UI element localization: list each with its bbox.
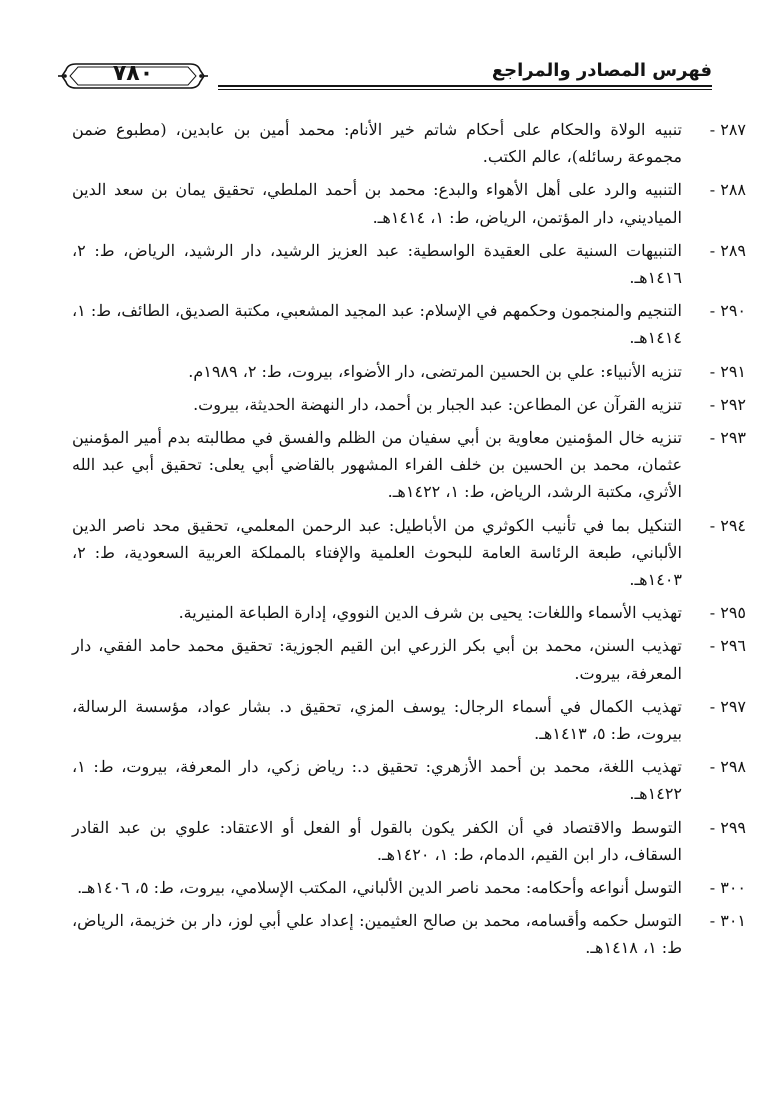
- entry-text: تهذيب الكمال في أسماء الرجال: يوسف المزي، تحقيق د. بشار عواد، مؤسسة الرسالة، بيروت، ط: ٥، ١٤١٣هـ.: [72, 696, 682, 744]
- bibliography-entry: [72, 874, 746, 901]
- bibliography-entry: [72, 176, 746, 230]
- entry-text: تهذيب السنن، محمد بن أبي بكر الزرعي ابن القيم الجوزية: تحقيق محمد حامد الفقي، دار المعرفة، بيروت.: [72, 636, 682, 683]
- entry-text: التنبيه والرد على أهل الأهواء والبدع: محمد بن أحمد الملطي، تحقيق يمان بن سعد الدين الميادیني، دار المؤتمن، الرياض، ط: ١، ١٤١٤هـ.: [72, 180, 682, 227]
- page-number: ٧٨٠: [112, 61, 154, 86]
- bibliography-entry: [72, 907, 746, 961]
- bibliography-entry: [72, 599, 746, 626]
- entry-text: تنبيه الولاة والحكام على أحكام شاتم خير الأنام: محمد أمين بن عابدين، (مطبوع ضمن مجموعة رسائله)، عالم الكتب.: [72, 120, 682, 167]
- entry-number: ٣٠٠ -: [709, 878, 746, 898]
- entry-number: ٢٩٧ -: [709, 696, 746, 716]
- entry-number: ٢٨٩ -: [709, 240, 746, 260]
- bibliography-entry: [72, 512, 746, 594]
- bibliography-entry: [72, 632, 746, 686]
- page-number-frame: [58, 58, 208, 94]
- bibliography-entry: [72, 237, 746, 291]
- header-rule: [218, 85, 712, 87]
- entry-number: ٢٩١ -: [709, 361, 746, 381]
- entry-number: ٢٨٧ -: [709, 120, 746, 139]
- entry-text: تنزيه الأنبياء: علي بن الحسين المرتضى، دار الأضواء، بيروت، ط: ٢، ١٩٨٩م.: [188, 361, 682, 381]
- entry-number: ٢٩٤ -: [709, 515, 746, 535]
- entry-text: التوسل حكمه وأقسامه، محمد بن صالح العثيمين: إعداد علي أبي لوز، دار بن خزيمة، الرياض، ط: ١، ١٤١٨هـ.: [72, 911, 682, 958]
- entry-number: ٢٩٨ -: [709, 757, 746, 777]
- entry-text: التنبيهات السنية على العقيدة الواسطية: عبد العزيز الرشيد، دار الرشيد، الرياض، ط: ٢، ١٤١٦هـ.: [72, 240, 682, 288]
- entry-number: ٢٨٨ -: [709, 180, 746, 200]
- bibliography-entry: [72, 693, 746, 747]
- bibliography-entry: [72, 297, 746, 351]
- bibliography-entry: [72, 116, 746, 170]
- entry-number: ٢٩٩ -: [709, 817, 746, 837]
- entry-number: ٣٠١ -: [709, 911, 746, 931]
- page-header: [58, 58, 712, 98]
- entry-text: التوسل أنواعه وأحكامه: محمد ناصر الدين الألباني، المكتب الإسلامي، بيروت، ط: ٥، ١٤٠٦هـ.: [77, 878, 682, 898]
- bibliography-list: [72, 116, 746, 968]
- bibliography-entry: [72, 424, 746, 506]
- entry-number: ٢٩٦ -: [709, 636, 746, 656]
- entry-text: تهذيب اللغة، محمد بن أحمد الأزهري: تحقيق د.: رياض زكي، دار المعرفة، بيروت، ط: ١، ١٤٢٢هـ.: [72, 757, 682, 804]
- entry-number: ٢٩٥ -: [709, 603, 746, 623]
- entry-text: التنجيم والمنجمون وحكمهم في الإسلام: عبد المجيد المشعبي، مكتبة الصديق، الطائف، ط: ١، ١٤١٤هـ.: [72, 301, 682, 348]
- entry-number: ٢٩٣ -: [709, 428, 746, 448]
- bibliography-entry: [72, 358, 746, 385]
- entry-text: تنزيه خال المؤمنين معاوية بن أبي سفيان من الظلم والفسق في مطالبته بدم أمير المؤمنين عثمان، محمد بن الحسين بن خلف الفراء المشهور بالقاضي أبي يعلى: تحقيق أبي عبد الله الأثري، مكتبة الرشد، الرياض، ط: ١، ١٤٢٢هـ.: [72, 428, 682, 502]
- bibliography-entry: [72, 814, 746, 868]
- entry-text: تنزيه القرآن عن المطاعن: عبد الجبار بن أحمد، دار النهضة الحديثة، بيروت.: [193, 394, 682, 414]
- entry-text: تهذيب الأسماء واللغات: يحيى بن شرف الدين النووي، إدارة الطباعة المنيرية.: [178, 603, 682, 623]
- bibliography-entry: [72, 753, 746, 807]
- header-rule-thin: [218, 89, 712, 90]
- running-title: فهرس المصادر والمراجع: [491, 60, 712, 81]
- entry-text: التوسط والاقتصاد في أن الكفر يكون بالقول أو الفعل أو الاعتقاد: علوي بن عبد القادر السقاف، دار ابن القيم، الدمام، ط: ١، ١٤٢٠هـ.: [72, 817, 682, 864]
- bibliography-entry: [72, 391, 746, 418]
- entry-number: ٢٩٢ -: [709, 394, 746, 414]
- entry-text: التنكيل بما في تأنيب الكوثري من الأباطيل: عبد الرحمن المعلمي، تحقيق محد ناصر الدين الألباني، طبعة الرئاسة العامة للبحوث العلمية والإفتاء بالمملكة العربية السعودية، ط: ٢، ١٤٠٣هـ.: [72, 515, 682, 590]
- entry-number: ٢٩٠ -: [709, 301, 746, 321]
